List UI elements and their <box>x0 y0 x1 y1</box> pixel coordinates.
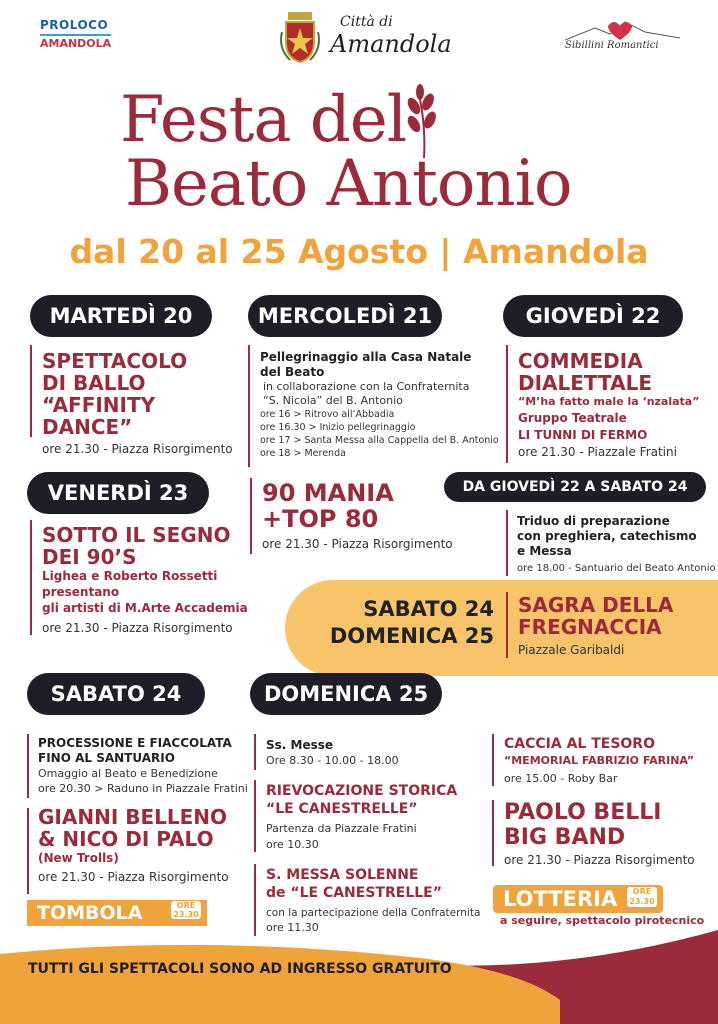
divider-messa-solenne <box>254 864 256 936</box>
thursday-event-subtitle: “M’ha fatto male la ‘nzalata” <box>518 395 700 408</box>
reenactment-title-2: “LE CANESTRELLE” <box>266 801 418 817</box>
procession-title-2: FINO AL SANTUARIO <box>38 751 175 765</box>
divider-belli <box>492 800 494 866</box>
solemn-mass-desc: con la partecipazione della Confraternita <box>266 907 481 919</box>
belli-title-2: BIG BAND <box>504 825 626 850</box>
triduo-event <box>517 514 717 575</box>
sagra-event <box>518 594 713 658</box>
sagra-place: Piazzale Garibaldi <box>518 643 625 657</box>
friday-event-presenter-1: Lighea e Roberto Rossetti <box>42 569 218 583</box>
bottom-wave <box>0 930 718 1024</box>
friday-event-line-1: SOTTO IL SEGNO <box>42 523 231 547</box>
wednesday-schedule-3: ore 17 > Santa Messa alla Cappella del B. Antonio <box>260 435 499 446</box>
reenactment-time: ore 10.30 <box>266 838 319 851</box>
treasure-hunt-time: ore 15.00 - Roby Bar <box>504 772 618 785</box>
footer-note: TUTTI GLI SPETTACOLI SONO AD INGRESSO GRATUITO <box>28 961 452 977</box>
sunday-masses <box>266 738 486 768</box>
saturday-concert <box>38 806 253 885</box>
lotteria-ore: ORE <box>632 887 652 896</box>
sagra-title-1: SAGRA DELLA <box>518 593 674 617</box>
divider-sagra <box>506 592 508 658</box>
tuesday-event-line-3: “AFFINITY DANCE” <box>42 393 156 439</box>
proloco-logo-top: PROLOCO <box>40 18 109 32</box>
tuesday-event-line-1: SPETTACOLO <box>42 349 188 373</box>
belli-title-1: PAOLO BELLI <box>504 800 662 825</box>
thursday-event-group-1: Gruppo Teatrale <box>518 411 627 425</box>
sunday-treasure-hunt <box>504 736 714 787</box>
tombola-label: TOMBOLA <box>37 902 143 924</box>
thursday-event-group-2: LI TUNNI DI FERMO <box>518 428 648 442</box>
fireworks-note: a seguire, spettacolo pirotecnico <box>500 914 705 927</box>
procession-title-1: PROCESSIONE E FIACCOLATA <box>38 736 232 750</box>
city-logo-small: Città di <box>340 14 393 30</box>
event-dates: dal 20 al 25 Agosto | Amandola <box>69 232 649 271</box>
wednesday-schedule-2: ore 16.30 > Inizio pellegrinaggio <box>260 422 416 433</box>
day-pill-thursday: GIOVEDÌ 22 <box>503 295 683 337</box>
treasure-hunt-title: CACCIA AL TESORO <box>504 736 655 752</box>
belli-time: ore 21.30 - Piazza Risorgimento <box>504 853 695 867</box>
wednesday-schedule-1: ore 16 > Ritrovo all’Abbadia <box>260 409 395 420</box>
friday-event-presenter-3: gli artisti di M.Arte Accademia <box>42 601 248 615</box>
tuesday-event-line-2: DI BALLO <box>42 371 146 395</box>
treasure-hunt-subtitle: “MEMORIAL FABRIZIO FARINA” <box>504 754 695 767</box>
thursday-event-line-1: COMMEDIA <box>518 349 643 373</box>
divider-rievocazione <box>254 780 256 852</box>
friday-event-presenter-2: presentano <box>42 585 120 599</box>
sagra-date-2: DOMENICA 25 <box>329 624 494 648</box>
sunday-solemn-mass <box>266 866 496 935</box>
wednesday-desc-1: in collaborazione con la Confraternita <box>263 380 470 393</box>
city-crest-icon <box>280 12 320 64</box>
day-pill-wednesday: MERCOLEDÌ 21 <box>248 295 442 337</box>
thursday-event-line-2: DIALETTALE <box>518 371 653 395</box>
masses-time: Ore 8.30 - 10.00 - 18.00 <box>266 754 399 767</box>
sibillini-logo <box>565 18 680 58</box>
divider-90mania <box>250 478 252 554</box>
concert-time: ore 21.30 - Piazza Risorgimento <box>38 870 229 884</box>
divider-friday <box>30 520 32 635</box>
procession-time: ore 20.30 > Raduno in Piazzale Fratini <box>38 782 248 795</box>
mania-event-line-2: +TOP 80 <box>262 505 379 533</box>
procession-desc: Omaggio al Beato e Benedizione <box>38 767 218 780</box>
tombola-hour: 23.30 <box>173 910 199 919</box>
sagra-date-1: SABATO 24 <box>363 597 494 621</box>
lotteria-label: LOTTERIA <box>503 887 618 911</box>
tombola-banner <box>27 900 207 926</box>
solemn-mass-title-1: S. MESSA SOLENNE <box>266 867 419 883</box>
day-pill-friday: VENERDÌ 23 <box>27 472 209 514</box>
triduo-time: ore 18.00 - Santuario del Beato Antonio <box>517 563 716 574</box>
wednesday-event <box>260 350 500 460</box>
proloco-logo-bottom: AMANDOLA <box>40 34 111 50</box>
reenactment-departure: Partenza da Piazzale Fratini <box>266 822 417 835</box>
day-pill-saturday: SABATO 24 <box>27 673 205 715</box>
solemn-mass-title-2: de “LE CANESTRELLE” <box>266 885 442 901</box>
sibillini-logo-text: Sibillini Romantici <box>565 40 659 51</box>
wednesday-desc-2: “S. Nicola” del B. Antonio <box>263 394 403 407</box>
triduo-line-2: con preghiera, catechismo <box>517 529 697 543</box>
masses-title: Ss. Messe <box>266 738 334 752</box>
tuesday-event-time: ore 21.30 - Piazza Risorgimento <box>42 442 233 456</box>
concert-title-1: GIANNI BELLENO <box>38 805 228 829</box>
tuesday-event <box>42 350 252 457</box>
lotteria-banner <box>493 885 663 913</box>
divider-caccia <box>492 734 494 786</box>
sagra-dates <box>300 596 494 650</box>
saturday-procession <box>38 736 248 796</box>
concert-subtitle: (New Trolls) <box>38 851 119 865</box>
wednesday-title-2: del Beato <box>260 365 325 379</box>
solemn-mass-time: ore 11.30 <box>266 921 319 934</box>
city-logo-name: Amandola <box>330 30 452 58</box>
divider-triduo <box>506 510 508 576</box>
friday-event <box>42 524 257 636</box>
triduo-line-3: e Messa <box>517 544 572 558</box>
city-logo <box>280 10 450 68</box>
lotteria-hour: 23.30 <box>629 897 655 906</box>
wednesday-title-1: Pellegrinaggio alla Casa Natale <box>260 350 472 364</box>
day-pill-tuesday: MARTEDÌ 20 <box>30 295 212 337</box>
thursday-event-time: ore 21.30 - Piazzale Fratini <box>518 445 677 459</box>
concert-title-2: & NICO DI PALO <box>38 827 214 851</box>
sagra-title-2: FREGNACCIA <box>518 615 662 639</box>
reenactment-title-1: RIEVOCAZIONE STORICA <box>266 783 458 799</box>
divider-wednesday <box>248 345 250 467</box>
mania-event-time: ore 21.30 - Piazza Risorgimento <box>262 537 453 551</box>
wednesday-schedule-4: ore 18 > Merenda <box>260 448 346 459</box>
proloco-logo <box>40 18 136 58</box>
mania-event-line-1: 90 MANIA <box>262 479 394 507</box>
divider-thursday <box>506 345 508 463</box>
sunday-reenactment <box>266 782 491 853</box>
divider-tuesday <box>30 345 32 437</box>
lotteria-time <box>627 887 657 907</box>
thursday-event <box>518 350 713 460</box>
tombola-ore: ORE <box>176 901 196 910</box>
heart-mountain-icon <box>565 18 680 42</box>
title-line-1: Festa del <box>120 83 407 157</box>
divider-procession <box>27 734 29 798</box>
friday-event-line-2: DEI 90’S <box>42 545 137 569</box>
day-pill-thursday-saturday: DA GIOVEDÌ 22 A SABATO 24 <box>444 472 706 502</box>
divider-messe <box>254 734 256 770</box>
day-pill-sunday: DOMENICA 25 <box>250 673 442 715</box>
divider-belleno <box>27 808 29 894</box>
friday-event-time: ore 21.30 - Piazza Risorgimento <box>42 621 233 635</box>
triduo-line-1: Triduo di preparazione <box>517 514 670 528</box>
sunday-concert <box>504 800 714 868</box>
title-line-2: Beato Antonio <box>125 147 572 221</box>
tombola-time <box>171 901 201 919</box>
